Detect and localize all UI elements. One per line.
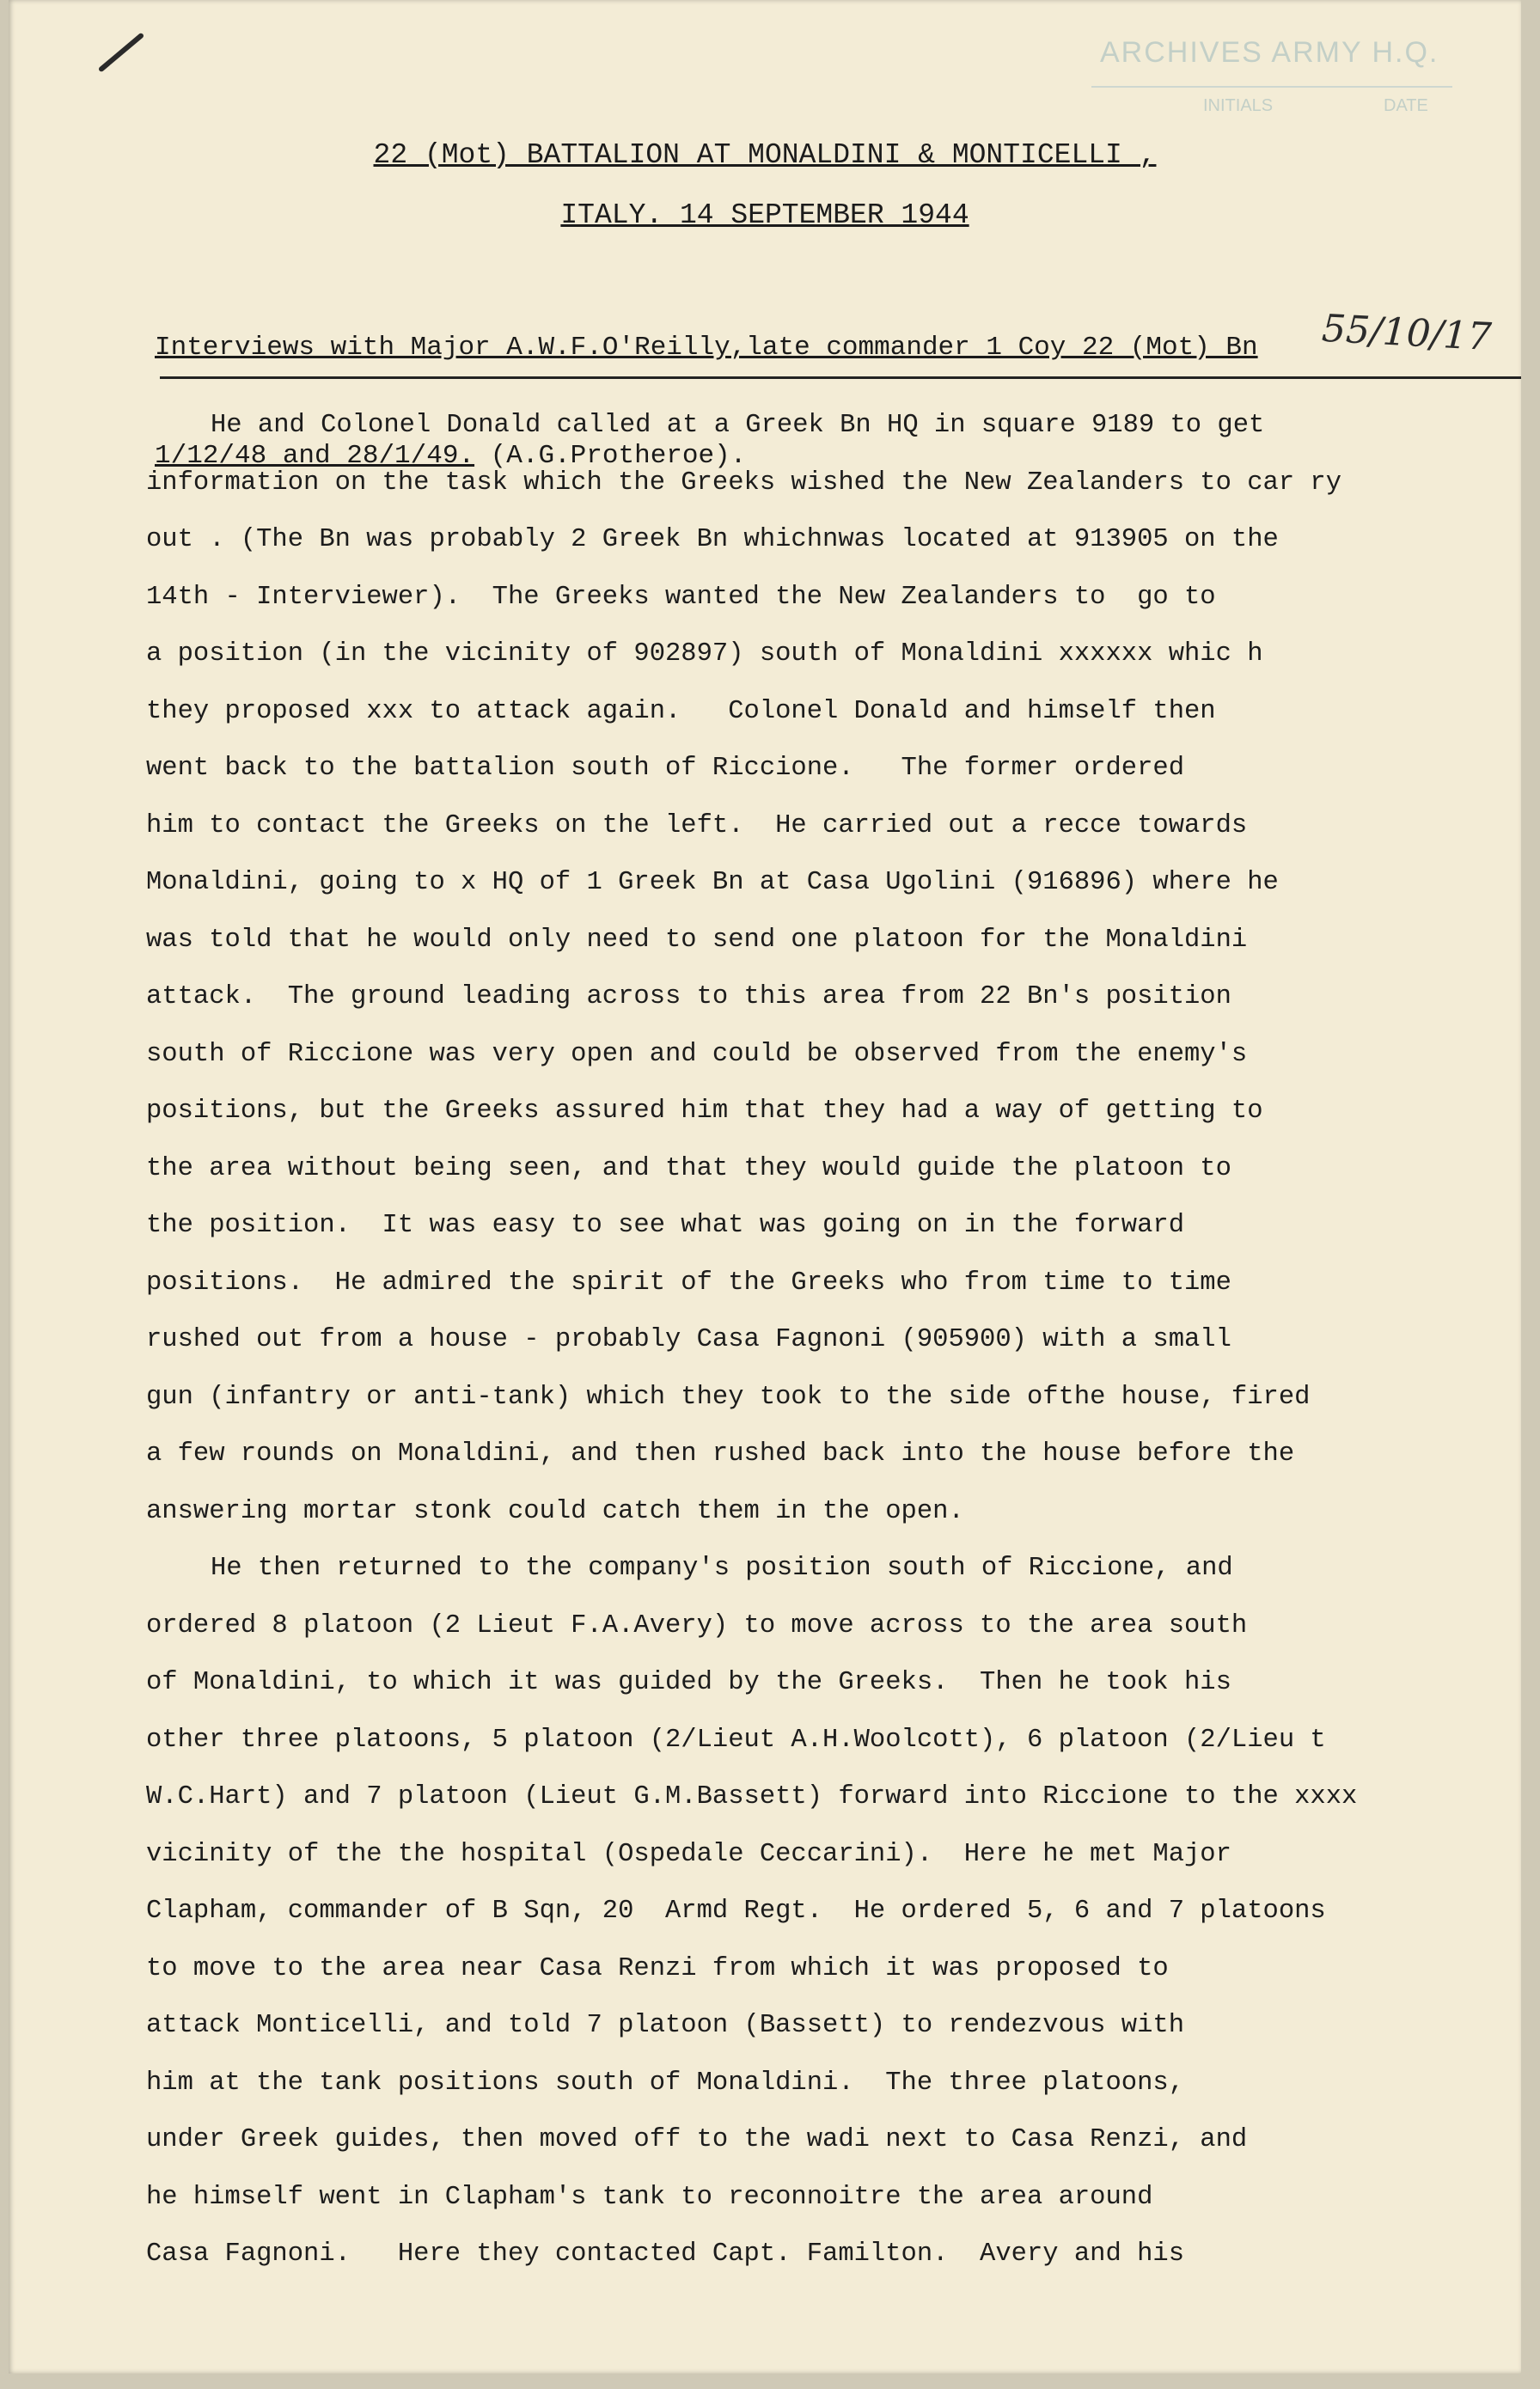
body-line: to move to the area near Casa Renzi from which it was proposed to xyxy=(146,1953,1169,1983)
body-line: Clapham, commander of B Sqn, 20 Armd Regt. He ordered 5, 6 and 7 platoons xyxy=(146,1897,1326,1926)
body-line: south of Riccione was very open and could be observed from the enemy's xyxy=(146,1039,1248,1069)
body-line: ordered 8 platoon (2 Lieut F.A.Avery) to move across to the area south xyxy=(146,1610,1248,1641)
document-page xyxy=(9,0,1521,2374)
archives-stamp xyxy=(1074,26,1470,129)
body-line: he himself went in Clapham's tank to reconnoitre the area around xyxy=(146,2182,1153,2212)
header-rule xyxy=(160,376,1521,379)
body-line: Monaldini, going to x HQ of 1 Greek Bn at Casa Ugolini (916896) where he xyxy=(146,868,1279,897)
document-subtitle: ITALY. 14 SEPTEMBER 1944 xyxy=(560,199,969,231)
document-title: 22 (Mot) BATTALION AT MONALDINI & MONTICELLI , xyxy=(373,139,1157,171)
body-line: rushed out from a house - probably Casa Fagnoni (905900) with a small xyxy=(146,1325,1231,1354)
body-line: him to contact the Greeks on the left. He carried out a recce towards xyxy=(146,810,1248,840)
subject-dates: 1/12/48 and 28/1/49. xyxy=(155,441,475,471)
body-line: gun (infantry or anti-tank) which they took to the side ofthe house, fired xyxy=(146,1382,1311,1412)
body-line: attack Monticelli, and told 7 platoon (Bassett) to rendezvous with xyxy=(146,2011,1184,2040)
pen-mark xyxy=(98,32,144,72)
body-line: a few rounds on Monaldini, and then rushed back into the house before the xyxy=(146,1439,1295,1469)
stamp-title: ARCHIVES ARMY H.Q. xyxy=(1100,36,1439,69)
body-line: attack. The ground leading across to this area from 22 Bn's position xyxy=(146,982,1231,1011)
body-line: positions, but the Greeks assured him that they had a way of getting to xyxy=(146,1097,1263,1126)
body-text xyxy=(146,397,1504,2283)
body-line: answering mortar stonk could catch them in the open. xyxy=(146,1496,964,1526)
handwritten-reference: 55/10/17 xyxy=(1320,306,1493,360)
body-line: went back to the battalion south of Riccione. The former ordered xyxy=(146,754,1184,783)
body-line: other three platoons, 5 platoon (2/Lieut A.H.Woolcott), 6 platoon (2/Lieu t xyxy=(146,1725,1326,1755)
body-line: 14th - Interviewer). The Greeks wanted the New Zealanders to go to xyxy=(146,582,1216,612)
body-line: out . (The Bn was probably 2 Greek Bn whichnwas located at 913905 on the xyxy=(146,525,1279,554)
stamp-initials-label: INITIALS xyxy=(1203,96,1274,115)
body-line: positions. He admired the spirit of the Greeks who from time to time xyxy=(146,1268,1231,1298)
body-line: was told that he would only need to send one platoon for the Monaldini xyxy=(146,925,1248,955)
body-line: him at the tank positions south of Monaldini. The three platoons, xyxy=(146,2068,1184,2098)
body-line: under Greek guides, then moved off to the wadi next to Casa Renzi, and xyxy=(146,2125,1248,2154)
body-line: a position (in the vicinity of 902897) south of Monaldini xxxxxx whic h xyxy=(146,639,1263,669)
subject-line-1: Interviews with Major A.W.F.O'Reilly,late commander 1 Coy 22 (Mot) Bn xyxy=(155,333,1258,363)
body-line: information on the task which the Greeks wished the New Zealanders to car ry xyxy=(146,467,1342,498)
body-line: they proposed xxx to attack again. Colonel Donald and himself then xyxy=(146,696,1216,726)
body-line: He and Colonel Donald called at a Greek Bn HQ in square 9189 to get xyxy=(211,411,1265,440)
subject-author: (A.G.Protheroe). xyxy=(474,441,747,471)
body-line: the position. It was easy to see what was going on in the forward xyxy=(146,1211,1184,1240)
body-line: vicinity of the the hospital (Ospedale Ceccarini). Here he met Major xyxy=(146,1839,1231,1869)
body-line: of Monaldini, to which it was guided by the Greeks. Then he took his xyxy=(146,1668,1231,1697)
stamp-divider xyxy=(1091,86,1452,88)
body-line: the area without being seen, and that they would guide the platoon to xyxy=(146,1153,1231,1183)
body-line: He then returned to the company's position south of Riccione, and xyxy=(211,1554,1233,1583)
stamp-date-label: DATE xyxy=(1384,96,1428,115)
body-line: W.C.Hart) and 7 platoon (Lieut G.M.Bassett) forward into Riccione to the xxxx xyxy=(146,1782,1358,1812)
body-line: Casa Fagnoni. Here they contacted Capt. Familton. Avery and his xyxy=(146,2239,1184,2269)
